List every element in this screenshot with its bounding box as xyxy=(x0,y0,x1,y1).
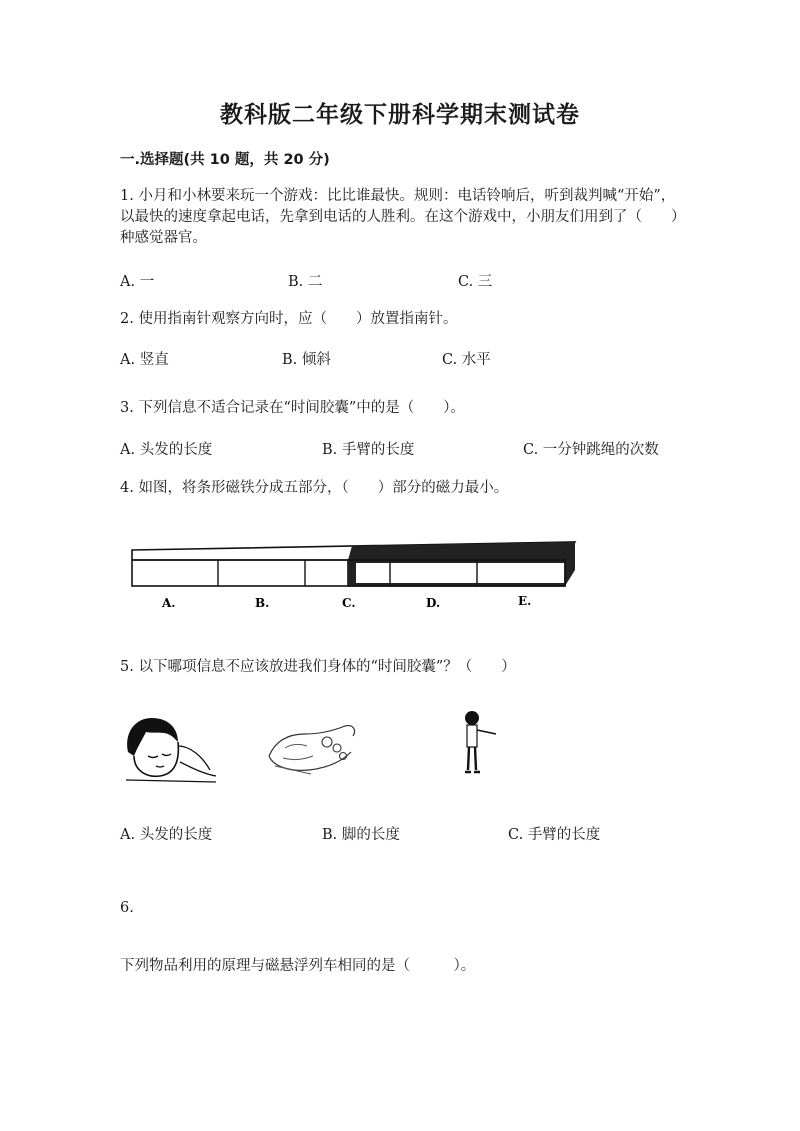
question-3-stem: 3. 下列信息不适合记录在“时间胶囊”中的是（ ）。 xyxy=(120,400,466,416)
child-pillow-lines xyxy=(126,746,216,782)
section-heading: 一.选择题(共 10 题，共 20 分) xyxy=(120,152,330,168)
child-legs xyxy=(468,747,476,770)
question-6-stem: 下列物品利用的原理与磁悬浮列车相同的是（ ）。 xyxy=(120,958,476,974)
question-5-option-c: C. 手臂的长度 xyxy=(508,827,601,843)
toe-1 xyxy=(322,737,332,747)
magnet-dark-half xyxy=(348,560,565,586)
magnet-dark-edge-left xyxy=(348,560,356,586)
child-hair xyxy=(127,718,178,756)
foot-top-outline xyxy=(269,726,355,756)
child-body xyxy=(467,725,477,747)
foot-illustration xyxy=(265,712,360,776)
question-4-stem: 4. 如图，将条形磁铁分成五部分，（ ）部分的磁力最小。 xyxy=(120,480,509,496)
toe-2 xyxy=(333,744,341,752)
question-1-option-a: A. 一 xyxy=(120,274,155,290)
question-2-option-b: B. 倾斜 xyxy=(282,352,331,368)
question-5-option-b: B. 脚的长度 xyxy=(322,827,400,843)
question-5-stem: 5. 以下哪项信息不应该放进我们身体的“时间胶囊”？（ ） xyxy=(120,659,516,675)
question-2-stem: 2. 使用指南针观察方向时，应（ ）放置指南针。 xyxy=(120,311,458,327)
question-5-option-a: A. 头发的长度 xyxy=(120,827,213,843)
question-3-option-c: C. 一分钟跳绳的次数 xyxy=(523,442,659,458)
child-mouth xyxy=(156,766,164,767)
magnet-label-c: C. xyxy=(342,596,356,610)
question-2-option-a: A. 竖直 xyxy=(120,352,169,368)
magnet-label-e: E. xyxy=(518,594,532,608)
magnet-label-d: D. xyxy=(426,596,441,610)
question-3-option-b: B. 手臂的长度 xyxy=(322,442,415,458)
bar-magnet-figure xyxy=(120,530,590,620)
child-outstretched-arm xyxy=(477,730,496,734)
question-6-number: 6. xyxy=(120,900,134,916)
magnet-label-a: A. xyxy=(162,596,176,610)
child-face xyxy=(134,742,178,776)
page-title: 教科版二年级下册科学期末测试卷 xyxy=(220,101,580,128)
child-head xyxy=(465,711,479,725)
question-3-option-a: A. 头发的长度 xyxy=(120,442,213,458)
child-closed-eyes xyxy=(148,754,171,758)
magnet-label-b: B. xyxy=(255,596,270,610)
sleeping-child-illustration xyxy=(120,712,220,784)
question-2-option-c: C. 水平 xyxy=(442,352,491,368)
question-1-option-b: B. 二 xyxy=(288,274,323,290)
standing-child-illustration xyxy=(458,708,502,778)
question-1-stem: 1. 小月和小林要来玩一个游戏：比比谁最快。规则：电话铃响后，听到裁判喊“开始”，以最快的速度拿起电话，先拿到电话的人胜利。在这个游戏中，小朋友们用到了（ ）种感觉器官。 xyxy=(120,188,679,246)
question-1-option-c: C. 三 xyxy=(458,274,493,290)
